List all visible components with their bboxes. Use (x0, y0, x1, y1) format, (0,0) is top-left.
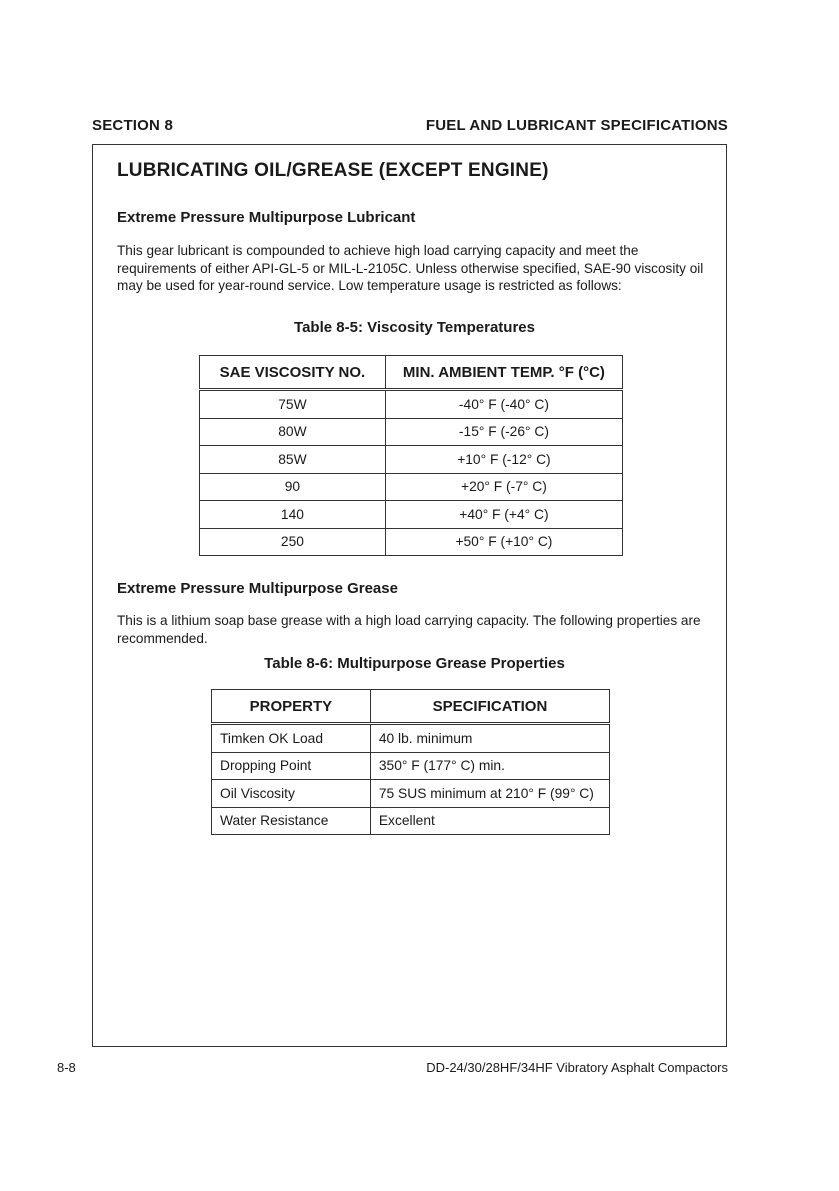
grease-description: This is a lithium soap base grease with a high load carrying capacity. The following properties are recommended. (117, 613, 701, 646)
table-header-row (200, 356, 623, 390)
grease-properties-table (211, 689, 610, 835)
column-header: PROPERTY (212, 690, 371, 724)
section-label: SECTION 8 (92, 117, 173, 134)
table-header-row (212, 690, 610, 724)
viscosity-table-caption: Table 8-5: Viscosity Temperatures (294, 319, 535, 336)
table-cell: Excellent (370, 807, 609, 835)
table-cell: 75W (200, 390, 386, 419)
table-cell: 90 (200, 473, 386, 501)
grease-heading: Extreme Pressure Multipurpose Grease (117, 580, 398, 597)
table-cell: 80W (200, 418, 386, 446)
table-cell: +10° F (-12° C) (385, 446, 622, 474)
table-row (212, 780, 610, 808)
table-row (200, 528, 623, 556)
table-cell: 250 (200, 528, 386, 556)
table-row (212, 752, 610, 780)
column-header: MIN. AMBIENT TEMP. °F (°C) (385, 356, 622, 390)
table-row (212, 807, 610, 835)
chapter-title: FUEL AND LUBRICANT SPECIFICATIONS (425, 117, 728, 134)
lubricant-description: This gear lubricant is compounded to achieve high load carrying capacity and meet the requirements of either API-GL-5 or MIL-L-2105C. Unless otherwise specified, SAE-90 viscosity oil may be used for year-round service. Low temperature usage is restricted as follows: (117, 243, 704, 293)
table-row (200, 501, 623, 529)
table-cell: Dropping Point (212, 752, 371, 780)
table-cell: +50° F (+10° C) (385, 528, 622, 556)
table-cell: -40° F (-40° C) (385, 390, 622, 419)
table-cell: +40° F (+4° C) (385, 501, 622, 529)
table-cell: 85W (200, 446, 386, 474)
table-row (200, 390, 623, 419)
table-cell: 40 lb. minimum (370, 724, 609, 753)
grease-table-caption: Table 8-6: Multipurpose Grease Properties (264, 655, 565, 672)
viscosity-table (199, 355, 623, 556)
table-cell: Water Resistance (212, 807, 371, 835)
table-cell: Timken OK Load (212, 724, 371, 753)
table-row (212, 724, 610, 753)
table-cell: +20° F (-7° C) (385, 473, 622, 501)
lubricant-heading: Extreme Pressure Multipurpose Lubricant (117, 209, 416, 226)
page-title: LUBRICATING OIL/GREASE (EXCEPT ENGINE) (117, 160, 549, 181)
table-cell: 350° F (177° C) min. (370, 752, 609, 780)
page-number: 8-8 (57, 1060, 76, 1075)
table-row (200, 446, 623, 474)
table-row (200, 418, 623, 446)
table-cell: -15° F (-26° C) (385, 418, 622, 446)
table-row (200, 473, 623, 501)
table-cell: Oil Viscosity (212, 780, 371, 808)
column-header: SPECIFICATION (370, 690, 609, 724)
column-header: SAE VISCOSITY NO. (200, 356, 386, 390)
table-cell: 140 (200, 501, 386, 529)
manual-title: DD-24/30/28HF/34HF Vibratory Asphalt Compactors (426, 1060, 728, 1075)
table-cell: 75 SUS minimum at 210° F (99° C) (370, 780, 609, 808)
